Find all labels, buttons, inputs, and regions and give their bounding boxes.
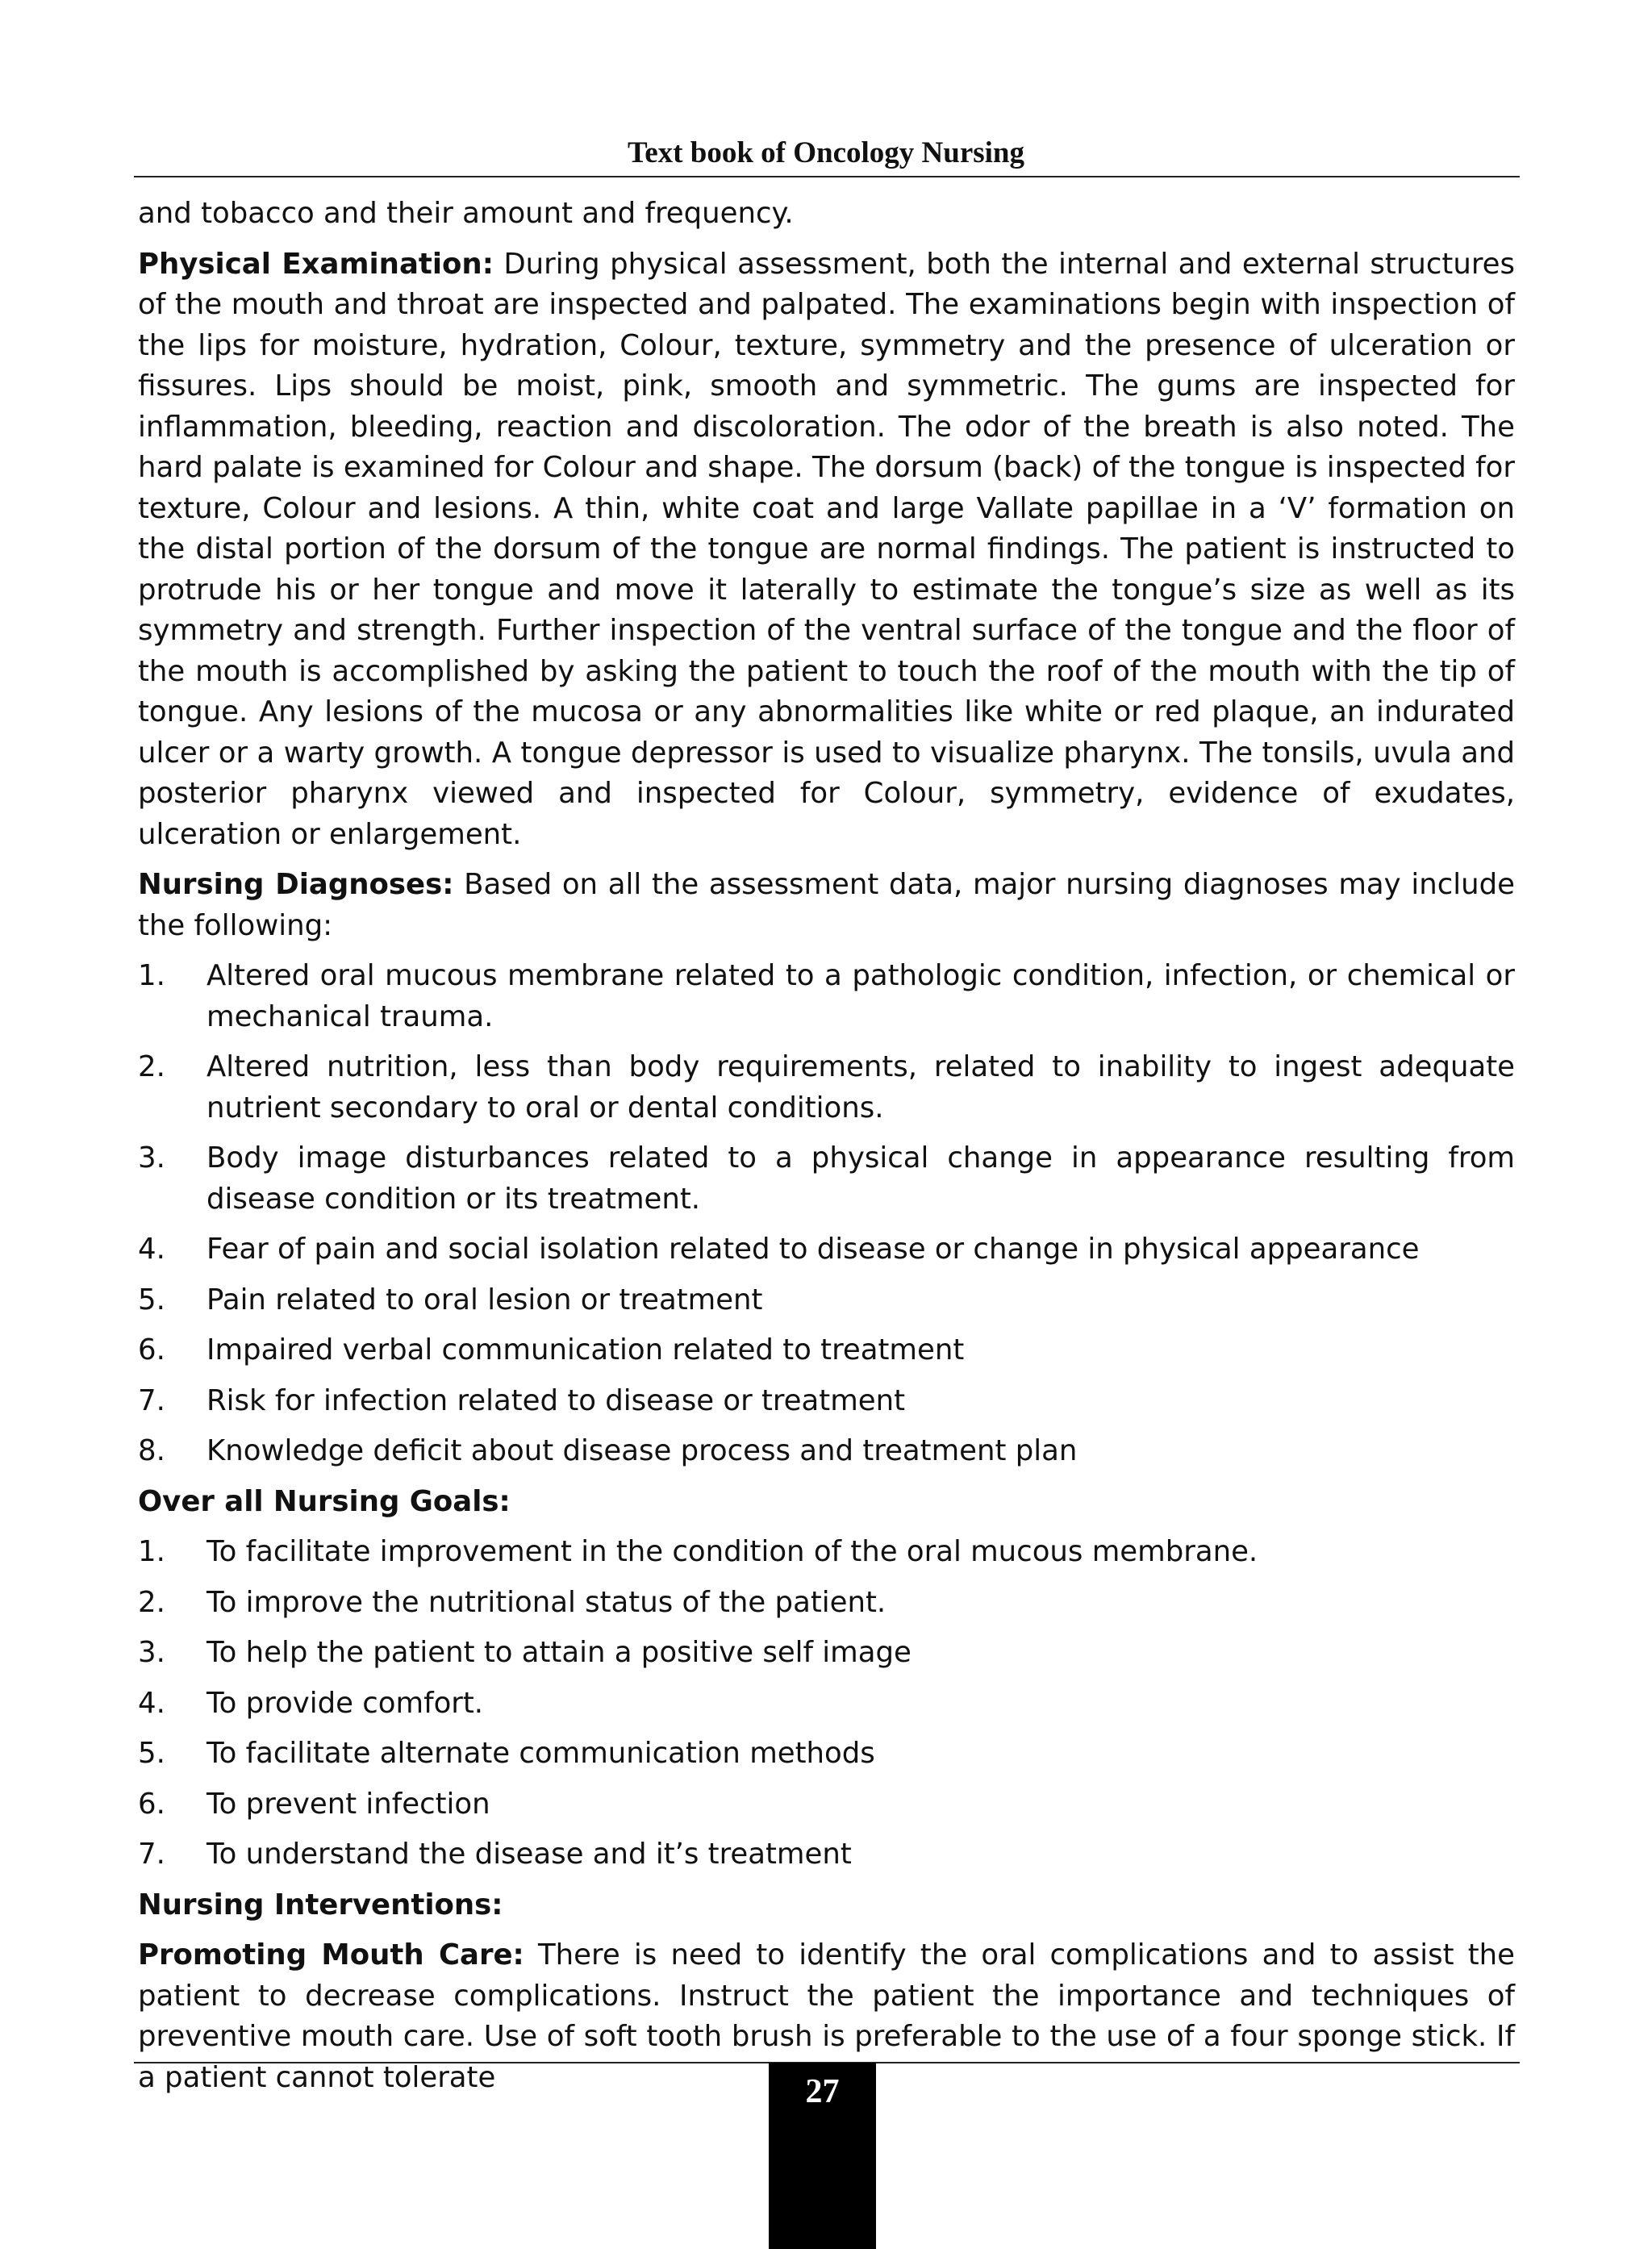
list-item-text: To prevent infection xyxy=(206,1787,490,1821)
list-item-text: Altered nutrition, less than body requirements, related to inability to ingest adequate nutrient secondary to oral or dental conditions. xyxy=(206,1050,1515,1124)
header-rule xyxy=(134,176,1520,177)
nursing-goals-heading-line xyxy=(138,1482,1515,1523)
list-item xyxy=(138,1330,1515,1371)
list-item-text: Knowledge deficit about disease process and treatment plan xyxy=(206,1434,1078,1467)
list-item-number: 5. xyxy=(138,1283,165,1316)
list-item-text: Impaired verbal communication related to treatment xyxy=(206,1333,965,1367)
list-item xyxy=(138,1734,1515,1775)
list-item-text: Pain related to oral lesion or treatment xyxy=(206,1283,763,1316)
list-item-number: 1. xyxy=(138,1535,165,1568)
list-item xyxy=(138,1633,1515,1674)
list-item xyxy=(138,1834,1515,1876)
mouth-care-text: There is need to identify the oral complications and to assist the patient to decrease complications. Instruct the patient the importance and techniques of preventive mouth care. Use of soft tooth brush is preferable to the use of a four sponge stick. If a patient cannot tolerate xyxy=(138,1938,1515,2094)
list-item-number: 5. xyxy=(138,1737,165,1770)
list-item-text: To facilitate improvement in the condition of the oral mucous membrane. xyxy=(206,1535,1258,1568)
list-item-text: To understand the disease and it’s treatment xyxy=(206,1838,852,1871)
list-item-number: 1. xyxy=(138,959,165,992)
physical-examination-heading: Physical Examination: xyxy=(138,247,494,281)
running-header: Text book of Oncology Nursing xyxy=(627,136,1025,169)
list-item-number: 4. xyxy=(138,1233,165,1266)
intro-line: and tobacco and their amount and frequency. xyxy=(138,197,794,230)
list-item xyxy=(138,1381,1515,1422)
list-item-text: To help the patient to attain a positive self image xyxy=(206,1636,912,1669)
page-body xyxy=(138,194,1515,2098)
nursing-diagnoses-list xyxy=(138,956,1515,1472)
list-item-text: Body image disturbances related to a physical change in appearance resulting from disease condition or its treatment. xyxy=(206,1141,1515,1216)
nursing-interventions-heading-line xyxy=(138,1885,1515,1926)
list-item-number: 2. xyxy=(138,1050,165,1083)
list-item-number: 4. xyxy=(138,1686,165,1720)
nursing-goals-heading: Over all Nursing Goals: xyxy=(138,1484,511,1518)
nursing-diagnoses-text: Based on all the assessment data, major nursing diagnoses may include the following: xyxy=(138,868,1515,942)
list-item-number: 8. xyxy=(138,1434,165,1467)
list-item xyxy=(138,956,1515,1037)
nursing-goals-list xyxy=(138,1532,1515,1876)
list-item xyxy=(138,1431,1515,1472)
list-item-text: Risk for infection related to disease or treatment xyxy=(206,1383,906,1417)
list-item xyxy=(138,1583,1515,1624)
page-number-box xyxy=(769,2063,876,2249)
nursing-diagnoses-heading: Nursing Diagnoses: xyxy=(138,868,454,901)
physical-examination-paragraph xyxy=(138,244,1515,856)
list-item-text: To provide comfort. xyxy=(206,1686,484,1720)
list-item-number: 6. xyxy=(138,1333,165,1367)
list-item-number: 7. xyxy=(138,1383,165,1417)
page-number: 27 xyxy=(805,2073,840,2110)
list-item xyxy=(138,1047,1515,1129)
list-item-text: To facilitate alternate communication methods xyxy=(206,1737,875,1770)
list-item xyxy=(138,1684,1515,1725)
list-item-number: 2. xyxy=(138,1585,165,1619)
list-item xyxy=(138,1532,1515,1573)
list-item-number: 6. xyxy=(138,1787,165,1821)
physical-examination-text: During physical assessment, both the internal and external structures of the mouth and throat are inspected and palpated. The examinations begin with inspection of the lips for moisture, hydration, Colour, texture, symmetry and the presence of ulceration or fissures. Lips should be moist, pink, smooth and symmetric. The gums are inspected for inflammation, bleeding, reaction and discoloration. The odor of the breath is also noted. The hard palate is examined for Colour and shape. The dorsum (back) of the tongue is inspected for texture, Colour and lesions. A thin, white coat and large Vallate papillae in a ‘V’ formation on the distal portion of the dorsum of the tongue are normal findings. The patient is instructed to protrude his or her tongue and move it laterally to estimate the tongue’s size as well as its symmetry and strength. Further inspection of the ventral surface of the tongue and the floor of the mouth is accomplished by asking the patient to touch the roof of the mouth with the tip of tongue. Any lesions of the mucosa or any abnormalities like white or red plaque, an indurated ulcer or a warty growth. A tongue depressor is used to visualize pharynx. The tonsils, uvula and posterior pharynx viewed and inspected for Colour, symmetry, evidence of exudates, ulceration or enlargement. xyxy=(138,247,1515,851)
list-item-text: Altered oral mucous membrane related to a pathologic condition, infection, or chemical or mechanical trauma. xyxy=(206,959,1515,1033)
list-item xyxy=(138,1784,1515,1825)
list-item-text: Fear of pain and social isolation related to disease or change in physical appearance xyxy=(206,1233,1420,1266)
list-item xyxy=(138,1280,1515,1321)
list-item xyxy=(138,1229,1515,1271)
list-item-number: 3. xyxy=(138,1141,165,1175)
list-item-number: 3. xyxy=(138,1636,165,1669)
nursing-interventions-heading: Nursing Interventions: xyxy=(138,1888,503,1921)
list-item-number: 7. xyxy=(138,1838,165,1871)
list-item xyxy=(138,1138,1515,1220)
nursing-diagnoses-paragraph xyxy=(138,865,1515,946)
mouth-care-heading: Promoting Mouth Care: xyxy=(138,1938,524,1972)
list-item-text: To improve the nutritional status of the patient. xyxy=(206,1585,886,1619)
